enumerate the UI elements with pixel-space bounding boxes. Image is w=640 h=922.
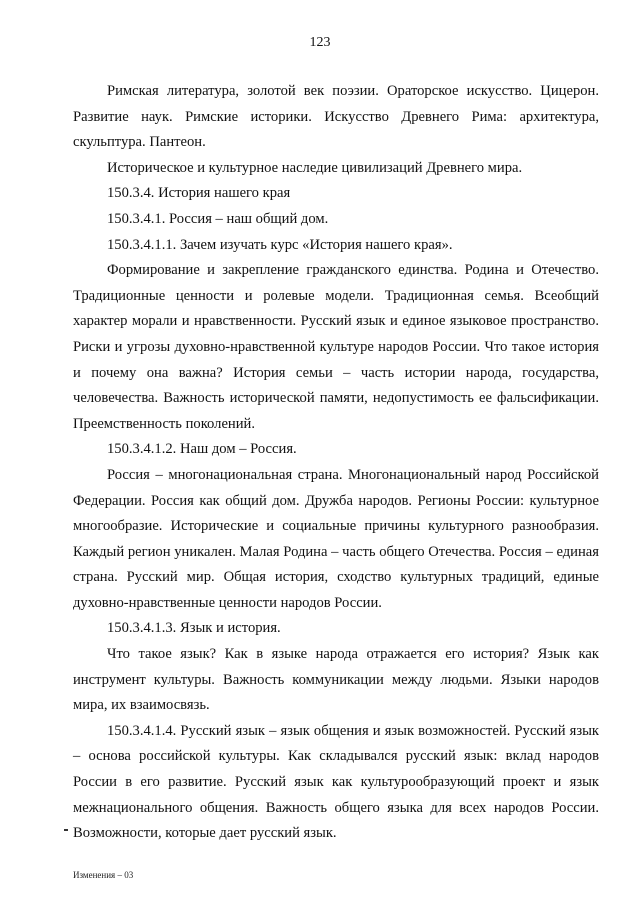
page-footer-revision: Изменения – 03 — [73, 870, 134, 880]
page-body — [73, 79, 599, 847]
section-heading-why-study: 150.3.4.1.1. Зачем изучать курс «История нашего края». — [107, 236, 453, 253]
section-heading-russia-common-home: 150.3.4.1. Россия – наш общий дом. — [107, 210, 329, 227]
paragraph-civic-unity: Формирование и закрепление гражданского единства. Родина и Отечество. Традиционные ценности и ролевые модели. Традиционная семья. Всеобщий характер морали и нравственности. Русский язык и единое языковое пространство. Риски и угрозы духовно-нравственной культуре народов России. Что такое история и почему она важна? История семьи – часть истории народа, государства, человечества. Важность исторической памяти, недопустимость ее фальсификации. Преемственность поколений. — [73, 262, 599, 432]
paragraph-roman-culture: Римская литература, золотой век поэзии. Ораторское искусство. Цицерон. Развитие наук. Римские историки. Искусство Древнего Рима: архитектура, скульптура. Пантеон. — [73, 83, 599, 151]
page-number: 123 — [309, 35, 331, 50]
margin-mark — [64, 829, 68, 831]
paragraph-what-is-language: Что такое язык? Как в языке народа отражается его история? Язык как инструмент культуры. Важность коммуникации между людьми. Языки народов мира, их взаимосвязь. — [73, 646, 599, 714]
paragraph-russian-language: 150.3.4.1.4. Русский язык – язык общения и язык возможностей. Русский язык – основа российской культуры. Как складывался русский язык: вклад народов России в его развитие. Русский язык как культурообразующий проект и язык межнационального общения. Важность общего языка для всех народов России. Возможности, которые дает русский язык. — [73, 722, 599, 842]
section-heading-language-and-history: 150.3.4.1.3. Язык и история. — [107, 620, 281, 637]
paragraph-ancient-heritage: Историческое и культурное наследие цивилизаций Древнего мира. — [107, 159, 523, 176]
section-heading-our-home-russia: 150.3.4.1.2. Наш дом – Россия. — [107, 441, 297, 458]
paragraph-multinational-country: Россия – многонациональная страна. Многонациональный народ Российской Федерации. Россия как общий дом. Дружба народов. Регионы России: культурное многообразие. Исторические и социальные причины культурного разнообразия. Каждый регион уникален. Малая Родина – часть общего Отечества. Россия – единая страна. Русский мир. Общая история, сходство культурных традиций, единые духовно-нравственные ценности народов России. — [73, 466, 599, 611]
section-heading-history-of-region: 150.3.4. История нашего края — [107, 185, 291, 202]
